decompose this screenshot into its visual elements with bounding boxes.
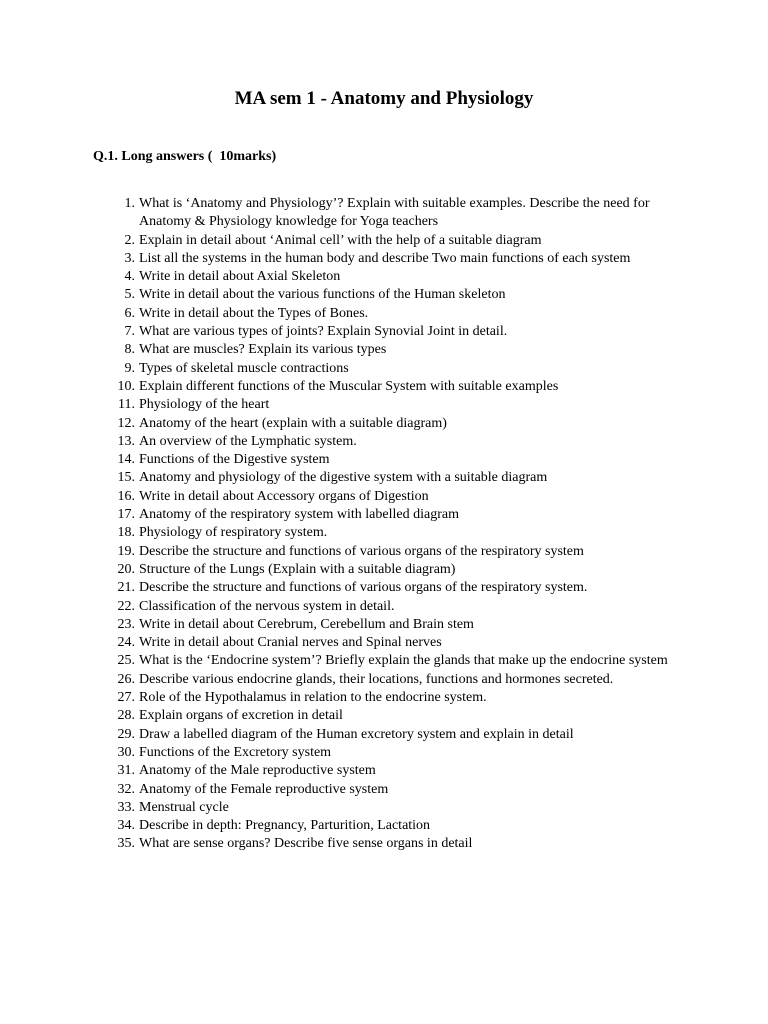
list-item bbox=[117, 671, 679, 689]
list-item-number: 35. bbox=[117, 836, 135, 852]
list-item bbox=[124, 195, 679, 232]
list-item-number: 34. bbox=[117, 818, 135, 834]
list-item-text: Menstrual cycle bbox=[139, 799, 229, 815]
list-item bbox=[124, 268, 679, 286]
list-item-text: Write in detail about Accessory organs of Digestion bbox=[139, 488, 429, 504]
list-item-number: 32. bbox=[117, 781, 135, 797]
list-item bbox=[117, 469, 679, 487]
list-item bbox=[117, 762, 679, 780]
list-item-number: 17. bbox=[117, 507, 135, 523]
list-item bbox=[117, 451, 679, 469]
list-item bbox=[117, 616, 679, 634]
list-item-text: Anatomy of the heart (explain with a suitable diagram) bbox=[139, 415, 447, 431]
list-item-text: Classification of the nervous system in detail. bbox=[139, 598, 395, 614]
list-item-number: 11. bbox=[118, 397, 135, 413]
section-heading: Q.1. Long answers ( 10marks) bbox=[93, 149, 277, 164]
list-item-number: 10. bbox=[117, 378, 135, 394]
list-item bbox=[117, 488, 679, 506]
list-item-number: 27. bbox=[117, 690, 135, 706]
list-item-text: What are muscles? Explain its various types bbox=[139, 342, 387, 358]
list-item-text: Anatomy of the respiratory system with labelled diagram bbox=[139, 507, 459, 523]
list-item-number: 20. bbox=[117, 561, 135, 577]
list-item bbox=[117, 543, 679, 561]
list-item-text: List all the systems in the human body and describe Two main functions of each system bbox=[139, 250, 631, 266]
list-item-number: 18. bbox=[117, 525, 135, 541]
list-item bbox=[124, 250, 679, 268]
list-item-number: 19. bbox=[117, 543, 135, 559]
list-item-number: 7. bbox=[124, 324, 135, 340]
list-item-number: 12. bbox=[117, 415, 135, 431]
list-item-number: 2. bbox=[124, 232, 135, 248]
list-item bbox=[117, 707, 679, 725]
list-item-number: 22. bbox=[117, 598, 135, 614]
list-item-number: 28. bbox=[117, 708, 135, 724]
list-item-text: Anatomy and physiology of the digestive system with a suitable diagram bbox=[139, 470, 548, 486]
list-item-text: Describe the structure and functions of various organs of the respiratory system. bbox=[139, 580, 588, 596]
list-item-text: Write in detail about Cranial nerves and Spinal nerves bbox=[139, 635, 442, 651]
list-item-number: 24. bbox=[117, 635, 135, 651]
list-item-number: 13. bbox=[117, 433, 135, 449]
list-item bbox=[117, 689, 679, 707]
list-item bbox=[124, 360, 679, 378]
question-list bbox=[117, 195, 679, 854]
list-item bbox=[124, 341, 679, 359]
list-item-text: Role of the Hypothalamus in relation to the endocrine system. bbox=[139, 690, 487, 706]
list-item bbox=[117, 524, 679, 542]
list-item-number: 5. bbox=[124, 287, 135, 303]
list-item-text: Describe the structure and functions of various organs of the respiratory system bbox=[139, 543, 584, 559]
list-item-text: Write in detail about the Types of Bones. bbox=[139, 305, 369, 321]
list-item bbox=[124, 232, 679, 250]
list-item-number: 26. bbox=[117, 671, 135, 687]
list-item-text: Functions of the Excretory system bbox=[139, 744, 332, 760]
list-item bbox=[117, 726, 679, 744]
list-item-text: Functions of the Digestive system bbox=[139, 452, 330, 468]
list-item-number: 16. bbox=[117, 488, 135, 504]
list-item-number: 33. bbox=[117, 799, 135, 815]
list-item bbox=[117, 744, 679, 762]
list-item bbox=[124, 305, 679, 323]
list-item bbox=[117, 817, 679, 835]
list-item bbox=[117, 579, 679, 597]
list-item-number: 9. bbox=[124, 360, 135, 376]
list-item-text: Write in detail about the various functions of the Human skeleton bbox=[139, 287, 506, 303]
list-item bbox=[117, 634, 679, 652]
list-item bbox=[117, 561, 679, 579]
list-item-number: 14. bbox=[117, 452, 135, 468]
list-item-text: Describe various endocrine glands, their locations, functions and hormones secreted. bbox=[139, 671, 614, 687]
list-item-text: What are sense organs? Describe five sense organs in detail bbox=[139, 836, 473, 852]
list-item-text: Types of skeletal muscle contractions bbox=[139, 360, 349, 376]
list-item-text: Physiology of the heart bbox=[139, 397, 270, 413]
list-item-text: Write in detail about Cerebrum, Cerebellum and Brain stem bbox=[139, 616, 474, 632]
list-item bbox=[117, 378, 679, 396]
list-item-number: 3. bbox=[124, 250, 135, 266]
list-item bbox=[117, 799, 679, 817]
list-item bbox=[117, 506, 679, 524]
list-item-text: Draw a labelled diagram of the Human excretory system and explain in detail bbox=[139, 726, 574, 742]
list-item-text: Anatomy of the Male reproductive system bbox=[139, 763, 376, 779]
list-item-text: An overview of the Lymphatic system. bbox=[139, 433, 357, 449]
list-item-text: Explain organs of excretion in detail bbox=[139, 708, 343, 724]
list-item-text: What is the ‘Endocrine system’? Briefly explain the glands that make up the endocrine system bbox=[139, 653, 668, 669]
list-item-text: Explain different functions of the Muscular System with suitable examples bbox=[139, 378, 559, 394]
list-item bbox=[118, 396, 679, 414]
list-item-number: 6. bbox=[124, 305, 135, 321]
list-item-number: 4. bbox=[124, 269, 135, 285]
list-item-text: Explain in detail about ‘Animal cell’ with the help of a suitable diagram bbox=[139, 232, 542, 248]
list-item bbox=[117, 835, 679, 853]
list-item-number: 15. bbox=[117, 470, 135, 486]
list-item-number: 8. bbox=[124, 342, 135, 358]
list-item-text: Write in detail about Axial Skeleton bbox=[139, 269, 341, 285]
list-item-text: What are various types of joints? Explain Synovial Joint in detail. bbox=[139, 324, 508, 340]
list-item-text: Describe in depth: Pregnancy, Parturition, Lactation bbox=[139, 818, 431, 834]
list-item bbox=[117, 415, 679, 433]
list-item-number: 23. bbox=[117, 616, 135, 632]
list-item-number: 1. bbox=[124, 196, 135, 211]
list-item-number: 21. bbox=[117, 580, 135, 596]
list-item-number: 30. bbox=[117, 744, 135, 760]
list-item bbox=[117, 598, 679, 616]
list-item bbox=[117, 781, 679, 799]
list-item-number: 29. bbox=[117, 726, 135, 742]
list-item-text: What is ‘Anatomy and Physiology’? Explain with suitable examples. Describe the need for Anatomy & Physiology knowledge for Yoga teachers bbox=[139, 196, 650, 230]
list-item bbox=[124, 323, 679, 341]
page-title: MA sem 1 - Anatomy and Physiology bbox=[234, 88, 534, 109]
list-item bbox=[117, 433, 679, 451]
list-item-text: Physiology of respiratory system. bbox=[139, 525, 328, 541]
list-item bbox=[124, 286, 679, 304]
list-item bbox=[117, 652, 679, 670]
list-item-text: Structure of the Lungs (Explain with a suitable diagram) bbox=[139, 561, 456, 577]
list-item-text: Anatomy of the Female reproductive system bbox=[139, 781, 389, 797]
list-item-number: 25. bbox=[117, 653, 135, 669]
list-item-number: 31. bbox=[117, 763, 135, 779]
